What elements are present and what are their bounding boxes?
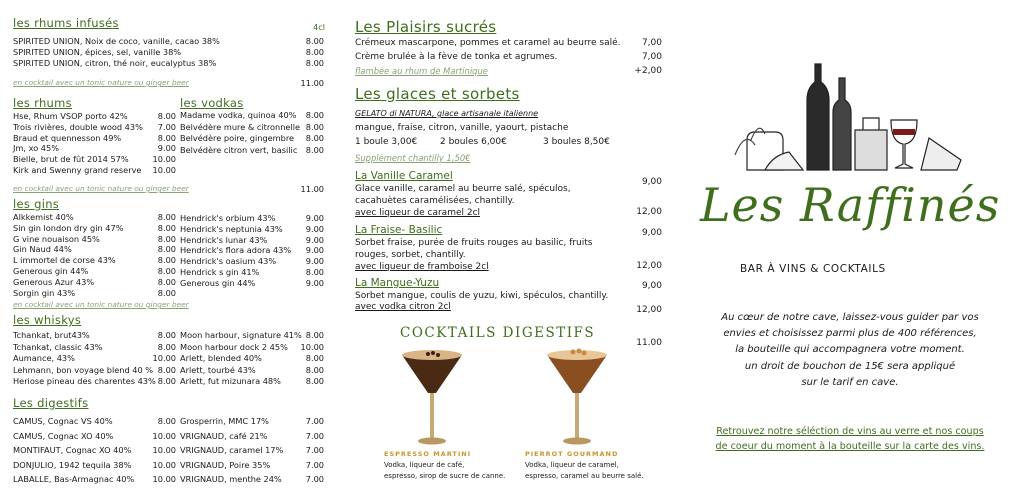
- digestif-item-price: 10.00: [152, 430, 176, 441]
- whisky-item-price: 8.00: [157, 341, 176, 352]
- section-title-digestifs: Les digestifs: [13, 396, 89, 410]
- section-title-rhums-infuses: les rhums infusés: [13, 16, 119, 30]
- gin-hendricks-item-price: 9.00: [305, 245, 324, 256]
- rhum-item-price: 8.00: [157, 132, 176, 143]
- section-title-vodkas: les vodkas: [180, 96, 244, 110]
- section-title-rhums: les rhums: [13, 96, 72, 110]
- gin-hendricks-item-name: Hendrick's lunar 43%: [180, 234, 268, 245]
- digestif-item-name: MONTIFAUT, Cognac XO 40%: [13, 445, 132, 455]
- bottles-illustration-icon: [725, 60, 965, 175]
- whisky-item-name: Tchankat, classic 43%: [13, 341, 103, 352]
- whisky-item-name: Aumance, 43%: [13, 353, 75, 364]
- wine-link-line-1[interactable]: Retrouvez notre séléction de vins au verre et nos coups: [716, 426, 984, 437]
- intro-line-1: Au cœur de notre cave, laissez-vous guider par vos: [721, 312, 979, 323]
- digestif-item-price: 10.00: [152, 459, 176, 470]
- gin-item-name: L immortel de corse 43%: [13, 255, 116, 266]
- digestif-b-item-name: VRIGNAUD, menthe 24%: [180, 474, 282, 484]
- section-title-whiskys: les whiskys: [13, 313, 82, 327]
- cocktail-2-line2: espresso, caramel au beurre salé.: [525, 472, 644, 480]
- coupe-1-price: 9,00: [641, 177, 662, 187]
- digestif-b-item-price: 7.00: [305, 416, 324, 426]
- flambee-price: +2,00: [634, 66, 662, 76]
- gin-item-price: 8.00: [157, 287, 176, 298]
- rhum-item-price: 10.00: [152, 154, 176, 165]
- digestif-item-price: 10.00: [152, 445, 176, 455]
- whisky-b-item-price: 8.00: [305, 353, 324, 364]
- gin-item-name: Alkkemist 40%: [13, 212, 74, 222]
- coupe-3-liqueur: avec vodka citron 2cl: [355, 302, 451, 312]
- section-title-glaces: Les glaces et sorbets: [355, 85, 520, 103]
- cocktail-note-2: en cocktail avec un tonic nature ou ginger beer: [13, 184, 189, 193]
- section-title-plaisirs: Les Plaisirs sucrés: [355, 18, 497, 36]
- rhum-item-name: Hse, Rhum VSOP porto 42%: [13, 111, 128, 121]
- whisky-item-name: Tchankat, brut43%: [13, 330, 90, 340]
- digestif-b-item-price: 7.00: [305, 445, 324, 455]
- digestif-b-item-name: VRIGNAUD, caramel 17%: [180, 445, 284, 455]
- gin-hendricks-item-price: 9.00: [305, 277, 324, 288]
- gin-item-name: Generous gin 44%: [13, 266, 89, 276]
- whisky-b-item-price: 8.00: [305, 364, 324, 375]
- cocktails-digestifs-title: COCKTAILS DIGESTIFS: [400, 325, 596, 341]
- gin-hendricks-item-name: Hendrick's flora adora 43%: [180, 245, 292, 256]
- rhum-item-name: Trois rivières, double wood 43%: [13, 121, 143, 132]
- cocktail-price-2: 11.00: [300, 184, 324, 194]
- whisky-item-price: 8.00: [157, 330, 176, 340]
- whisky-item-price: 10.00: [152, 353, 176, 364]
- whisky-item-price: 8.00: [157, 376, 176, 387]
- digestif-b-item-price: 7.00: [305, 474, 324, 484]
- rhum-infuse-item-price: 8.00: [305, 57, 324, 68]
- coupe-3-desc: Sorbet mangue, coulis de yuzu, kiwi, spéculos, chantilly.: [355, 291, 609, 301]
- cocktail-note: en cocktail avec un tonic nature ou ginger beer: [13, 78, 189, 87]
- gin-item-name: Generous Azur 43%: [13, 276, 95, 287]
- rhum-item-name: Bielle, brut de fût 2014 57%: [13, 154, 129, 165]
- vodka-item-price: 8.00: [305, 133, 324, 143]
- coupe-2-price: 9,00: [641, 228, 662, 238]
- rhum-infuse-item-name: SPIRITED UNION, épices, sel, vanille 38%: [13, 46, 182, 57]
- rhum-infuse-item-name: SPIRITED UNION, citron, thé noir, eucalyptus 38%: [13, 57, 217, 68]
- gin-hendricks-item-price: 9.00: [305, 223, 324, 234]
- wine-link-line-2[interactable]: de coeur du moment à la bouteille sur la carte des vins.: [715, 440, 985, 452]
- coupe-2-liqueur: avec liqueur de framboise 2cl: [355, 262, 489, 272]
- rhum-item-name: Braud et quennesson 49%: [13, 132, 122, 143]
- whisky-b-item-name: Moon harbour, signature 41%: [180, 330, 302, 340]
- wine-card-link[interactable]: [690, 425, 1010, 455]
- coupe-1-desc: Glace vanille, caramel au beurre salé, spéculos, cacahuètes caramélisées, chantilly.: [355, 184, 571, 206]
- boule-1: 1 boule 3,00€: [355, 137, 418, 147]
- gin-hendricks-item-price: 9.00: [305, 256, 324, 267]
- whisky-b-item-name: Arlett, blended 40%: [180, 353, 262, 364]
- chantilly-note: Supplément chantilly 1,50€: [355, 153, 471, 163]
- gin-item-price: 8.00: [157, 255, 176, 266]
- dessert-2: Crème brulée à la fève de tonka et agrumes.: [355, 52, 558, 62]
- section-title-gins: les gins: [13, 197, 60, 211]
- gin-hendricks-item-name: Hendrick's oasium 43%: [180, 256, 277, 267]
- rhum-item-name: Jm, xo 45%: [13, 143, 59, 154]
- dessert-1: Crémeux mascarpone, pommes et caramel au beurre salé.: [355, 38, 621, 48]
- digestif-item-name: DONJULIO, 1942 tequila 38%: [13, 459, 132, 470]
- coupe-1-liqueur: avec liqueur de caramel 2cl: [355, 208, 481, 218]
- vodka-item-name: Belvédère citron vert, basilic: [180, 144, 298, 155]
- brand-subtitle: BAR À VINS & COCKTAILS: [740, 263, 886, 275]
- intro-line-4: un droit de bouchon de 15€ sera appliqué: [744, 360, 956, 372]
- boule-2: 2 boules 6,00€: [440, 137, 507, 147]
- whisky-item-name: Lehmann, bon voyage blend 40 %: [13, 364, 154, 375]
- digestif-item-name: LABALLE, Bas-Armagnac 40%: [13, 474, 135, 484]
- cocktail-2-name: PIERROT GOURMAND: [525, 450, 619, 458]
- intro-line-3: la bouteille qui accompagnera votre moment.: [735, 344, 965, 356]
- gin-item-price: 8.00: [157, 222, 176, 233]
- rhum-infuse-item-price: 8.00: [305, 36, 324, 46]
- digestif-b-item-name: VRIGNAUD, café 21%: [180, 430, 268, 441]
- whisky-b-item-price: 8.00: [305, 376, 324, 387]
- vodka-item-price: 8.00: [305, 121, 324, 132]
- whisky-item-name: Heriose pineau des charentes 43%: [13, 376, 156, 387]
- rhum-item-name: Kirk and Swenny grand reserve: [13, 165, 142, 175]
- rhum-infuse-item-name: SPIRITED UNION, Noix de coco, vanille, cacao 38%: [13, 36, 220, 46]
- vodka-item-name: Madame vodka, quinoa 40%: [180, 110, 297, 120]
- gin-item-name: Sorgin gin 43%: [13, 287, 76, 298]
- coupe-2-title: La Fraise- Basilic: [355, 224, 443, 236]
- whisky-b-item-name: Arlett, tourbé 43%: [180, 364, 256, 375]
- cocktail-1-name: ESPRESSO MARTINI: [384, 450, 472, 458]
- boule-3: 3 boules 8,50€: [543, 137, 610, 147]
- cocktail-price: 11.00: [300, 78, 324, 88]
- cocktail-2-line1: Vodka, liqueur de caramel,: [525, 461, 619, 469]
- whisky-b-item-name: Arlett, fut mizunara 48%: [180, 376, 281, 387]
- cocktails-digestifs-price: 11.00: [636, 338, 662, 348]
- digestif-b-item-price: 7.00: [305, 459, 324, 470]
- gin-hendricks-item-price: 9.00: [305, 213, 324, 223]
- gin-hendricks-item-name: Generous gin 44%: [180, 277, 256, 288]
- gin-item-price: 8.00: [157, 212, 176, 222]
- intro-text: [690, 310, 1010, 391]
- rhum-infuse-item-price: 8.00: [305, 46, 324, 57]
- digestif-item-name: CAMUS, Cognac XO 40%: [13, 430, 114, 441]
- coupe-2-desc: Sorbet fraise, purée de fruits rouges au basilic, fruits rouges, sorbet, chantilly.: [355, 238, 593, 260]
- dessert-1-price: 7,00: [641, 38, 662, 48]
- rhum-item-price: 10.00: [152, 165, 176, 175]
- whisky-b-item-price: 10.00: [300, 341, 324, 352]
- gin-hendricks-item-name: Hendrick's orbium 43%: [180, 213, 276, 223]
- coupe-3-price: 9,00: [641, 281, 662, 291]
- coupe-1-title: La Vanille Caramel: [355, 170, 453, 182]
- digestif-item-name: CAMUS, Cognac VS 40%: [13, 416, 113, 426]
- gin-item-price: 8.00: [157, 233, 176, 244]
- digestif-b-item-name: Grosperrin, MMC 17%: [180, 416, 269, 426]
- gin-hendricks-item-name: Hendrick s gin 41%: [180, 267, 260, 277]
- coupe-3-liqueur-price: 12,00: [636, 305, 662, 315]
- whisky-item-price: 8.00: [157, 364, 176, 375]
- vodka-item-price: 8.00: [305, 144, 324, 155]
- gin-hendricks-item-price: 8.00: [305, 267, 324, 277]
- vodka-item-name: Belvédère poire, gingembre: [180, 133, 295, 143]
- gelato-note: GELATO di NATURA, glace artisanale italienne: [355, 109, 539, 118]
- cocktail-1-line1: Vodka, liqueur de café,: [384, 461, 465, 469]
- flambee-note: flambée au rhum de Martinique: [355, 66, 488, 76]
- vodka-item-price: 8.00: [305, 110, 324, 120]
- gin-item-name: Gin Naud 44%: [13, 244, 72, 255]
- rhum-item-price: 9.00: [157, 143, 176, 154]
- rhum-item-price: 8.00: [157, 111, 176, 121]
- flavors: mangue, fraise, citron, vanille, yaourt, pistache: [355, 123, 569, 133]
- gin-item-price: 8.00: [157, 276, 176, 287]
- digestif-item-price: 8.00: [157, 416, 176, 426]
- dessert-2-price: 7,00: [641, 52, 662, 62]
- intro-line-5: sur le tarif en cave.: [801, 376, 899, 388]
- whisky-b-item-name: Moon harbour dock 2 45%: [180, 341, 288, 352]
- brand-title: Les Raffinés: [700, 178, 1001, 232]
- espresso-martini-glass-icon: [398, 345, 466, 447]
- digestif-item-price: 10.00: [152, 474, 176, 484]
- gin-item-price: 8.00: [157, 266, 176, 276]
- cocktail-1-line2: espresso, sirop de sucre de canne.: [384, 472, 506, 480]
- coupe-3-title: La Mangue-Yuzu: [355, 277, 440, 289]
- pierrot-gourmand-glass-icon: [543, 345, 611, 447]
- gin-hendricks-item-name: Hendrick's neptunia 43%: [180, 223, 283, 234]
- intro-line-2: envies et choisissez parmi plus de 400 références,: [723, 328, 977, 340]
- coupe-1-liqueur-price: 12,00: [636, 207, 662, 217]
- coupe-2-liqueur-price: 12,00: [636, 261, 662, 271]
- cocktail-note-3: en cocktail avec un tonic nature ou ginger beer: [13, 300, 189, 309]
- unit-label: 4cl: [313, 22, 325, 32]
- gin-item-price: 8.00: [157, 244, 176, 255]
- gin-item-name: G vine nouaison 45%: [13, 233, 100, 244]
- whisky-b-item-price: 8.00: [305, 330, 324, 340]
- gin-item-name: Sin gin london dry gin 47%: [13, 222, 124, 233]
- rhum-item-price: 7.00: [157, 121, 176, 132]
- gin-hendricks-item-price: 9.00: [305, 234, 324, 245]
- digestif-b-item-name: VRIGNAUD, Poire 35%: [180, 459, 271, 470]
- digestif-b-item-price: 7.00: [305, 430, 324, 441]
- vodka-item-name: Belvédère mure & citronnelle: [180, 121, 301, 132]
